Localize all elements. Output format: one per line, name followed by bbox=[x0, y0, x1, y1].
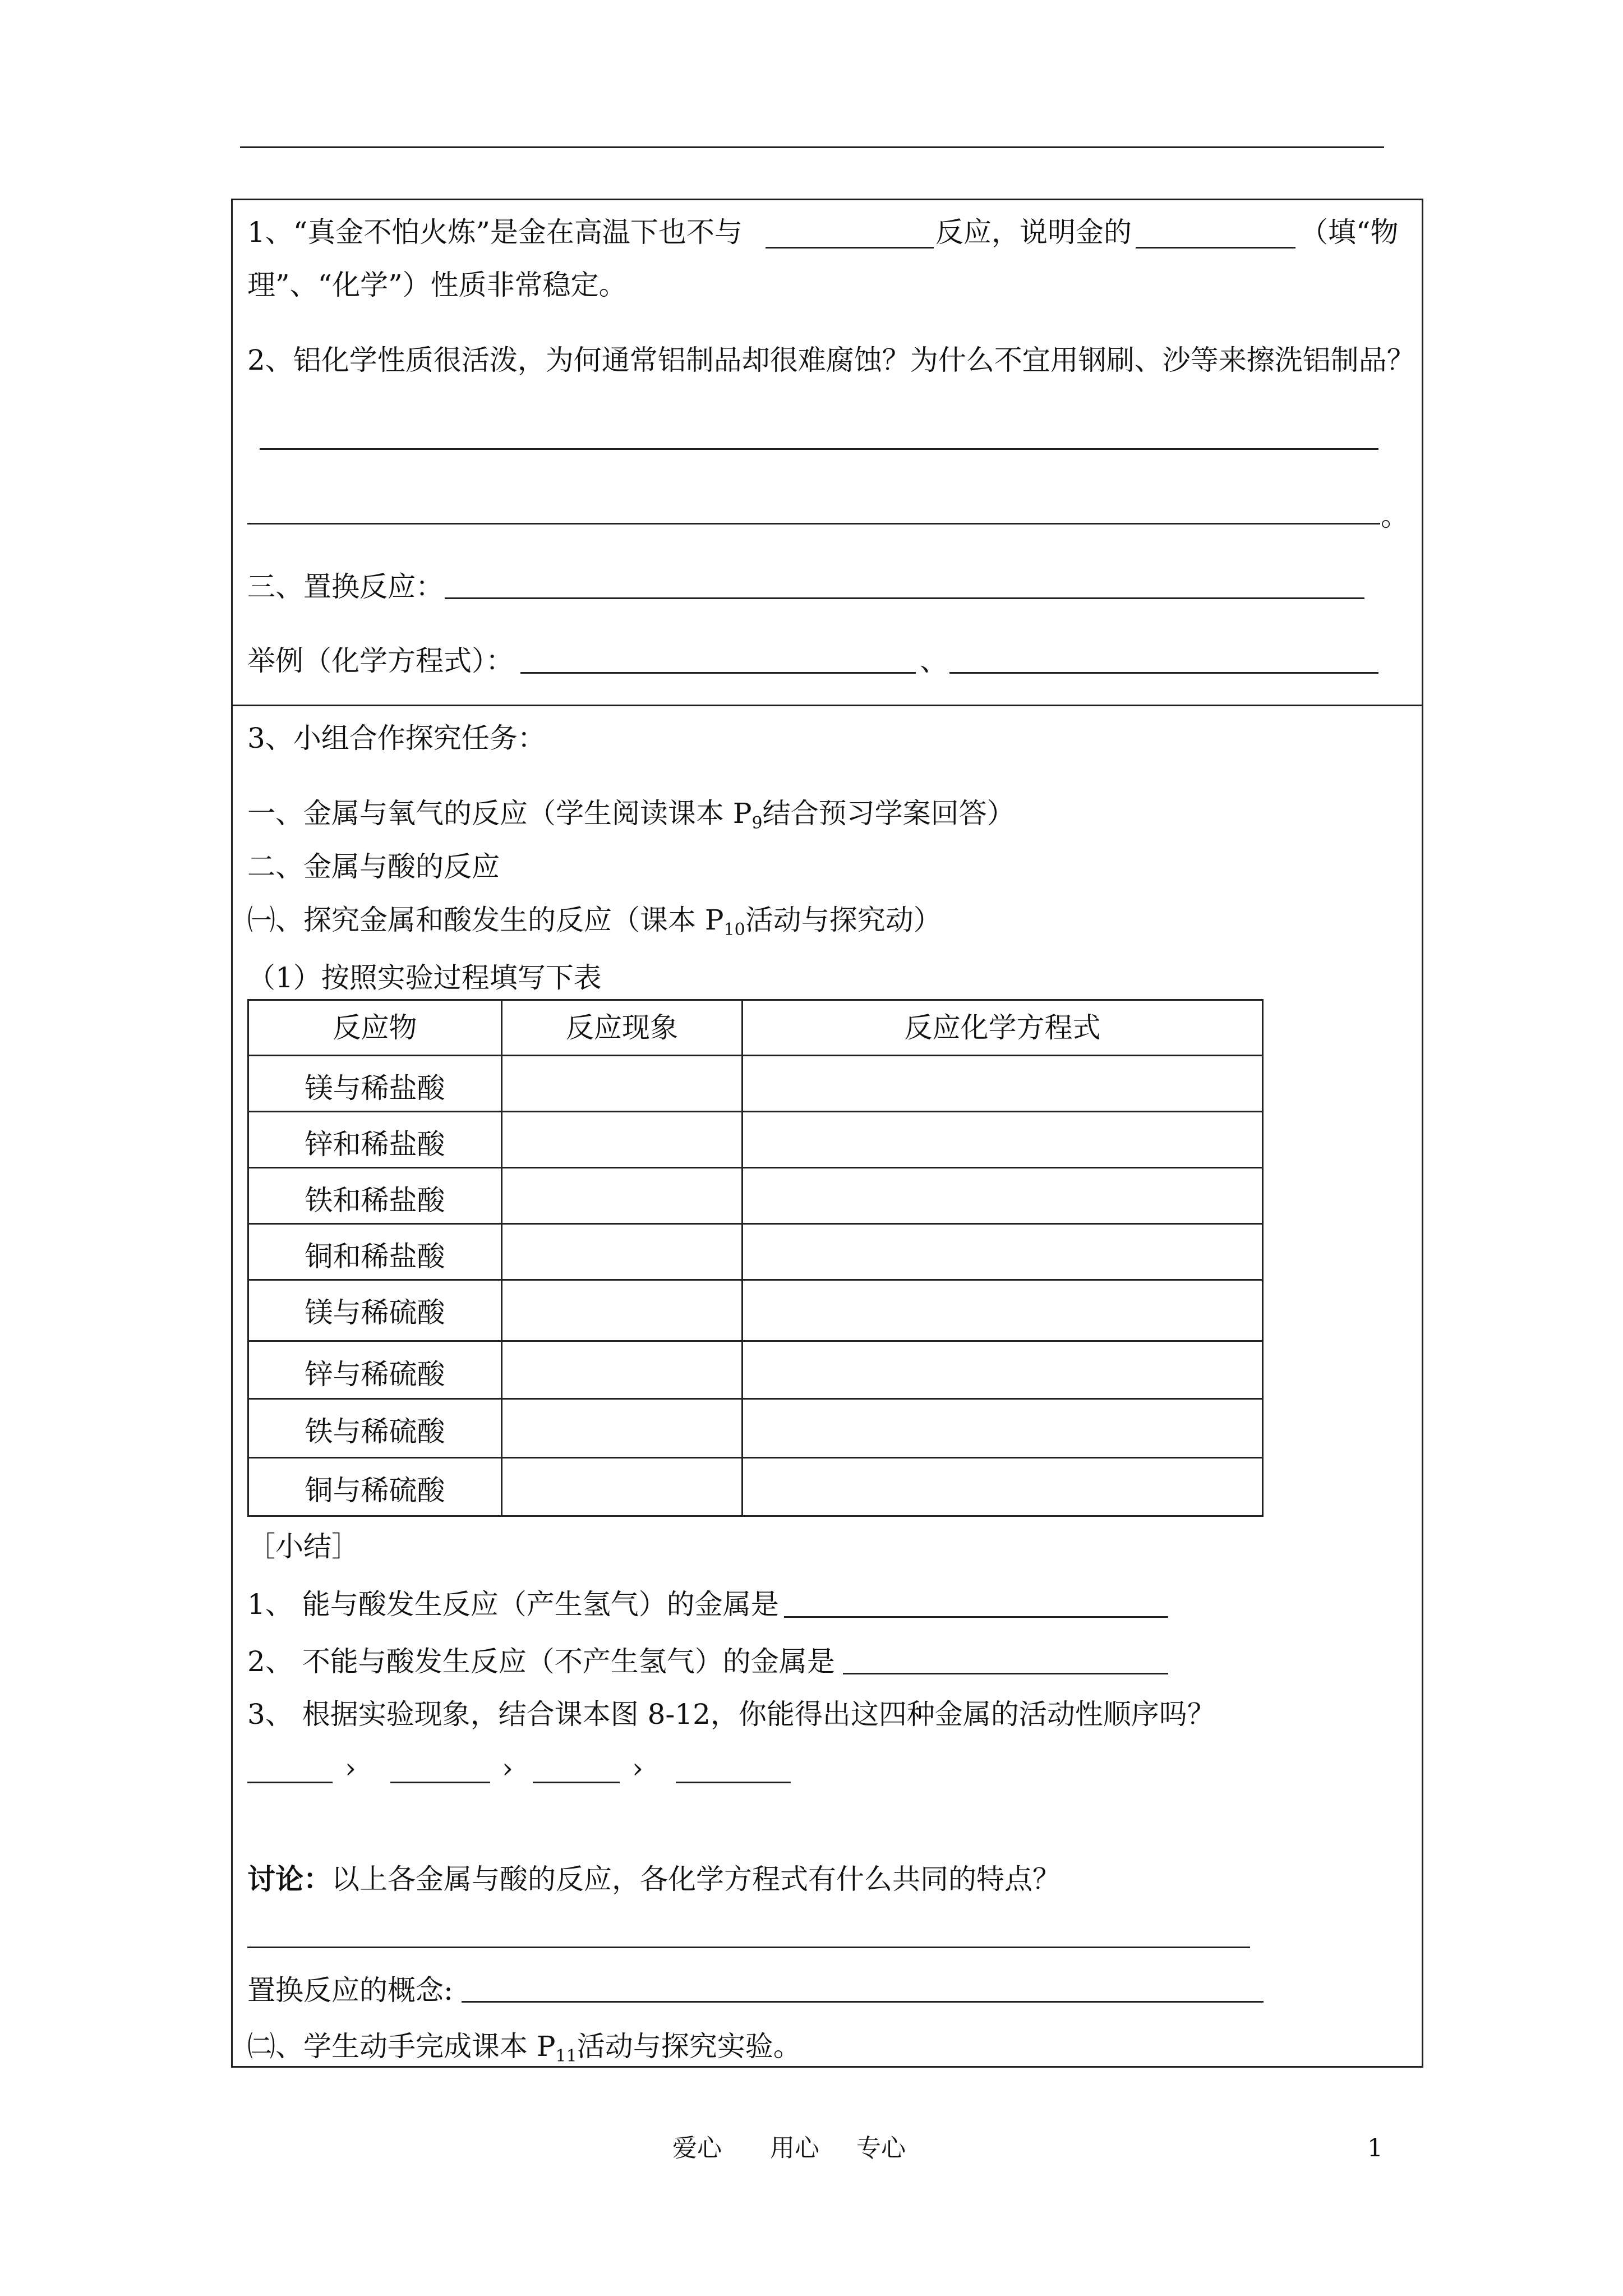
order-separator: › bbox=[345, 1752, 356, 1784]
order-separator: › bbox=[502, 1752, 513, 1784]
page-number: 1 bbox=[1367, 2134, 1383, 2162]
question-2: 2、铝化学性质很活泼，为何通常铝制品却很难腐蚀？为什么不宜用钢刷、沙等来擦洗铝制品？ bbox=[247, 344, 1415, 376]
table-rule bbox=[247, 1279, 1264, 1281]
answer-blank-q1b[interactable] bbox=[1136, 247, 1295, 249]
table-header-equation: 反应化学方程式 bbox=[904, 1011, 1101, 1044]
order-separator: › bbox=[632, 1752, 643, 1784]
table-row-label: 锌和稀盐酸 bbox=[305, 1128, 445, 1161]
answer-line-sec3[interactable] bbox=[445, 597, 1364, 599]
table-row-label: 锌与稀硫酸 bbox=[305, 1358, 445, 1391]
answer-line-example1[interactable] bbox=[520, 672, 916, 674]
table-header-reactant: 反应物 bbox=[333, 1011, 417, 1044]
question-2-end: 。 bbox=[1381, 500, 1409, 532]
section-3-label: 三、置换反应： bbox=[247, 570, 444, 603]
table-col-rule bbox=[1262, 999, 1264, 1517]
discussion: 讨论：以上各金属与酸的反应，各化学方程式有什么共同的特点？ bbox=[247, 1862, 1061, 1895]
item-3: ㈠、探究金属和酸发生的反应（课本 $P_{10}$活动与探究动） bbox=[247, 904, 942, 940]
example-label: 举例（化学方程式）： bbox=[247, 645, 514, 677]
table-col-rule bbox=[741, 999, 743, 1517]
table-row-label: 铁与稀硫酸 bbox=[305, 1415, 445, 1448]
item-4: ㈡、学生动手完成课本 $P_{11}$活动与探究实验。 bbox=[247, 2030, 801, 2066]
order-blank-4[interactable] bbox=[676, 1782, 791, 1783]
box-divider bbox=[231, 705, 1423, 706]
summary-2: 2、 不能与酸发生反应（不产生氢气）的金属是 bbox=[247, 1645, 835, 1678]
answer-line-q2a[interactable] bbox=[260, 448, 1378, 450]
summary-1: 1、 能与酸发生反应（产生氢气）的金属是 bbox=[247, 1588, 779, 1621]
answer-line-discussion[interactable] bbox=[247, 1947, 1250, 1948]
box-left-border bbox=[231, 199, 233, 2068]
table-rule bbox=[247, 1167, 1264, 1168]
answer-line-concept[interactable] bbox=[462, 2001, 1264, 2003]
table-rule bbox=[247, 1223, 1264, 1225]
summary-3: 3、 根据实验现象，结合课本图 8-12，你能得出这四种金属的活动性顺序吗？ bbox=[247, 1698, 1215, 1731]
table-rule bbox=[247, 1111, 1264, 1112]
table-row-label: 铁和稀盐酸 bbox=[305, 1184, 445, 1217]
table-header-phenomenon: 反应现象 bbox=[566, 1011, 678, 1044]
task-title: 3、小组合作探究任务： bbox=[247, 722, 546, 754]
answer-blank-s2[interactable] bbox=[843, 1673, 1168, 1674]
concept-label: 置换反应的概念: bbox=[247, 1974, 453, 2007]
footer-slogan-love: 爱心 bbox=[672, 2134, 722, 2162]
footer-slogan-use: 用心 bbox=[770, 2134, 819, 2162]
header-rule bbox=[240, 146, 1384, 148]
table-rule bbox=[247, 1055, 1264, 1056]
answer-blank-s1[interactable] bbox=[784, 1616, 1168, 1618]
question-1-line2: 理”、“化学”）性质非常稳定。 bbox=[247, 269, 627, 301]
table-rule bbox=[247, 1340, 1264, 1342]
answer-blank-q1a[interactable] bbox=[766, 247, 934, 249]
box-right-border bbox=[1422, 199, 1423, 2068]
table-row-label: 铜和稀盐酸 bbox=[305, 1240, 445, 1273]
answer-line-q2b[interactable] bbox=[247, 523, 1380, 524]
table-row-label: 镁与稀盐酸 bbox=[305, 1072, 445, 1105]
answer-line-example2[interactable] bbox=[949, 672, 1378, 674]
order-blank-1[interactable] bbox=[247, 1782, 333, 1783]
summary-title: ［小结］ bbox=[247, 1530, 359, 1563]
table-row-label: 镁与稀硫酸 bbox=[305, 1296, 445, 1329]
item-1: 一、金属与氧气的反应（学生阅读课本 $P_9$结合预习学案回答） bbox=[247, 797, 1015, 833]
question-1-part3: （填“物 bbox=[1300, 216, 1399, 249]
question-1-part1: 1、“真金不怕火炼”是金在高温下也不与 bbox=[247, 216, 743, 249]
example-separator: 、 bbox=[920, 645, 948, 677]
footer-slogan-focus: 专心 bbox=[856, 2134, 906, 2162]
table-col-rule bbox=[501, 999, 502, 1517]
table-row-label: 铜与稀硫酸 bbox=[305, 1474, 445, 1507]
box1-top-border bbox=[231, 199, 1423, 200]
order-blank-2[interactable] bbox=[390, 1782, 490, 1783]
item-2: 二、金属与酸的反应 bbox=[247, 850, 500, 883]
table-rule bbox=[247, 1457, 1264, 1458]
order-blank-3[interactable] bbox=[533, 1782, 620, 1783]
question-1-part2: 反应，说明金的 bbox=[935, 216, 1132, 249]
table-rule bbox=[247, 1398, 1264, 1400]
table-intro: （1）按照实验过程填写下表 bbox=[247, 961, 602, 994]
table-rule bbox=[247, 999, 1264, 1001]
table-rule bbox=[247, 1515, 1264, 1517]
